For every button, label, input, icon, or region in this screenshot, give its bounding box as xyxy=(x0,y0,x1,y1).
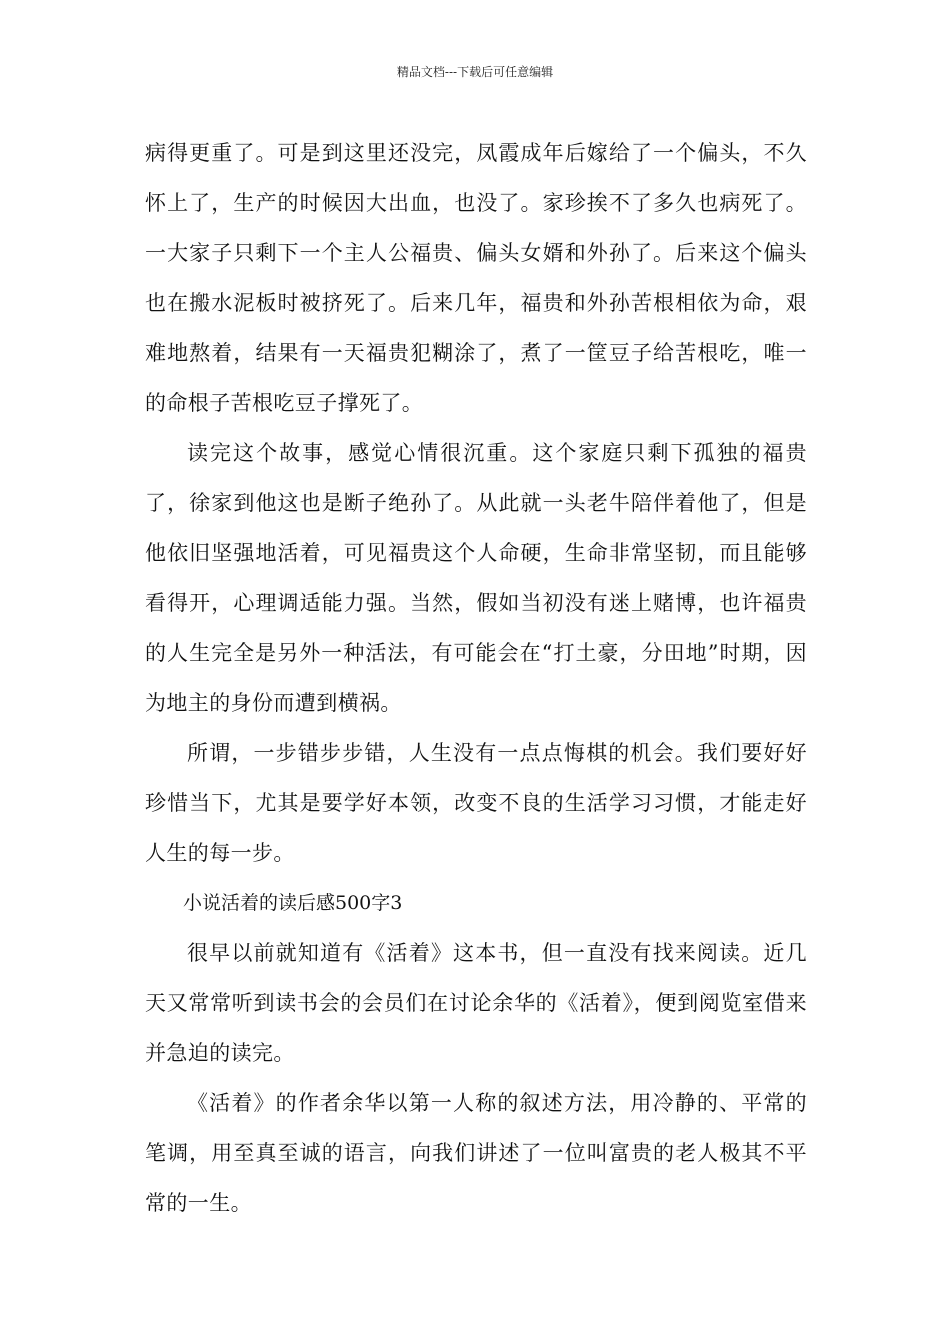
section-heading: 小说活着的读后感500字3 xyxy=(183,892,403,914)
paragraph-reflection: 读完这个故事，感觉心情很沉重。这个家庭只剩下孤独的福贵了，徐家到他这也是断子绝孙了。从此就一头老牛陪伴着他了，但是他依旧坚强地活着，可见福贵这个人命硬，生命非常坚韧，而且能够看得开，心理调适能力强。当然，假如当初没有迷上赌博，也许福贵的人生完全是另外一种活法，有可能会在“打土豪，分田地”时期，因为地主的身份而遭到横祸。 xyxy=(145,441,807,715)
paragraph-lesson: 所谓，一步错步步错，人生没有一点点悔棋的机会。我们要好好珍惜当下，尤其是要学好本领，改变不良的生活学习习惯，才能走好人生的每一步。 xyxy=(145,741,807,865)
paragraph-continuation: 病得更重了。可是到这里还没完，凤霞成年后嫁给了一个偏头，不久怀上了，生产的时候因大出血，也没了。家珍挨不了多久也病死了。一大家子只剩下一个主人公福贵、偏头女婿和外孙了。后来这个偏头也在搬水泥板时被挤死了。后来几年，福贵和外孙苦根相依为命，艰难地熬着，结果有一天福贵犯糊涂了，煮了一筐豆子给苦根吃，唯一的命根子苦根吃豆子撑死了。 xyxy=(145,141,807,415)
paragraph-summary: 《活着》的作者余华以第一人称的叙述方法，用冷静的、平常的笔调，用至真至诚的语言，向我们讲述了一位叫富贵的老人极其不平常的一生。 xyxy=(145,1091,807,1215)
document-body xyxy=(145,128,807,1228)
page-header: 精品文档---下载后可任意编辑 xyxy=(396,65,554,79)
paragraph-intro: 很早以前就知道有《活着》这本书，但一直没有找来阅读。近几天又常常听到读书会的会员们在讨论余华的《活着》，便到阅览室借来并急迫的读完。 xyxy=(145,941,807,1065)
